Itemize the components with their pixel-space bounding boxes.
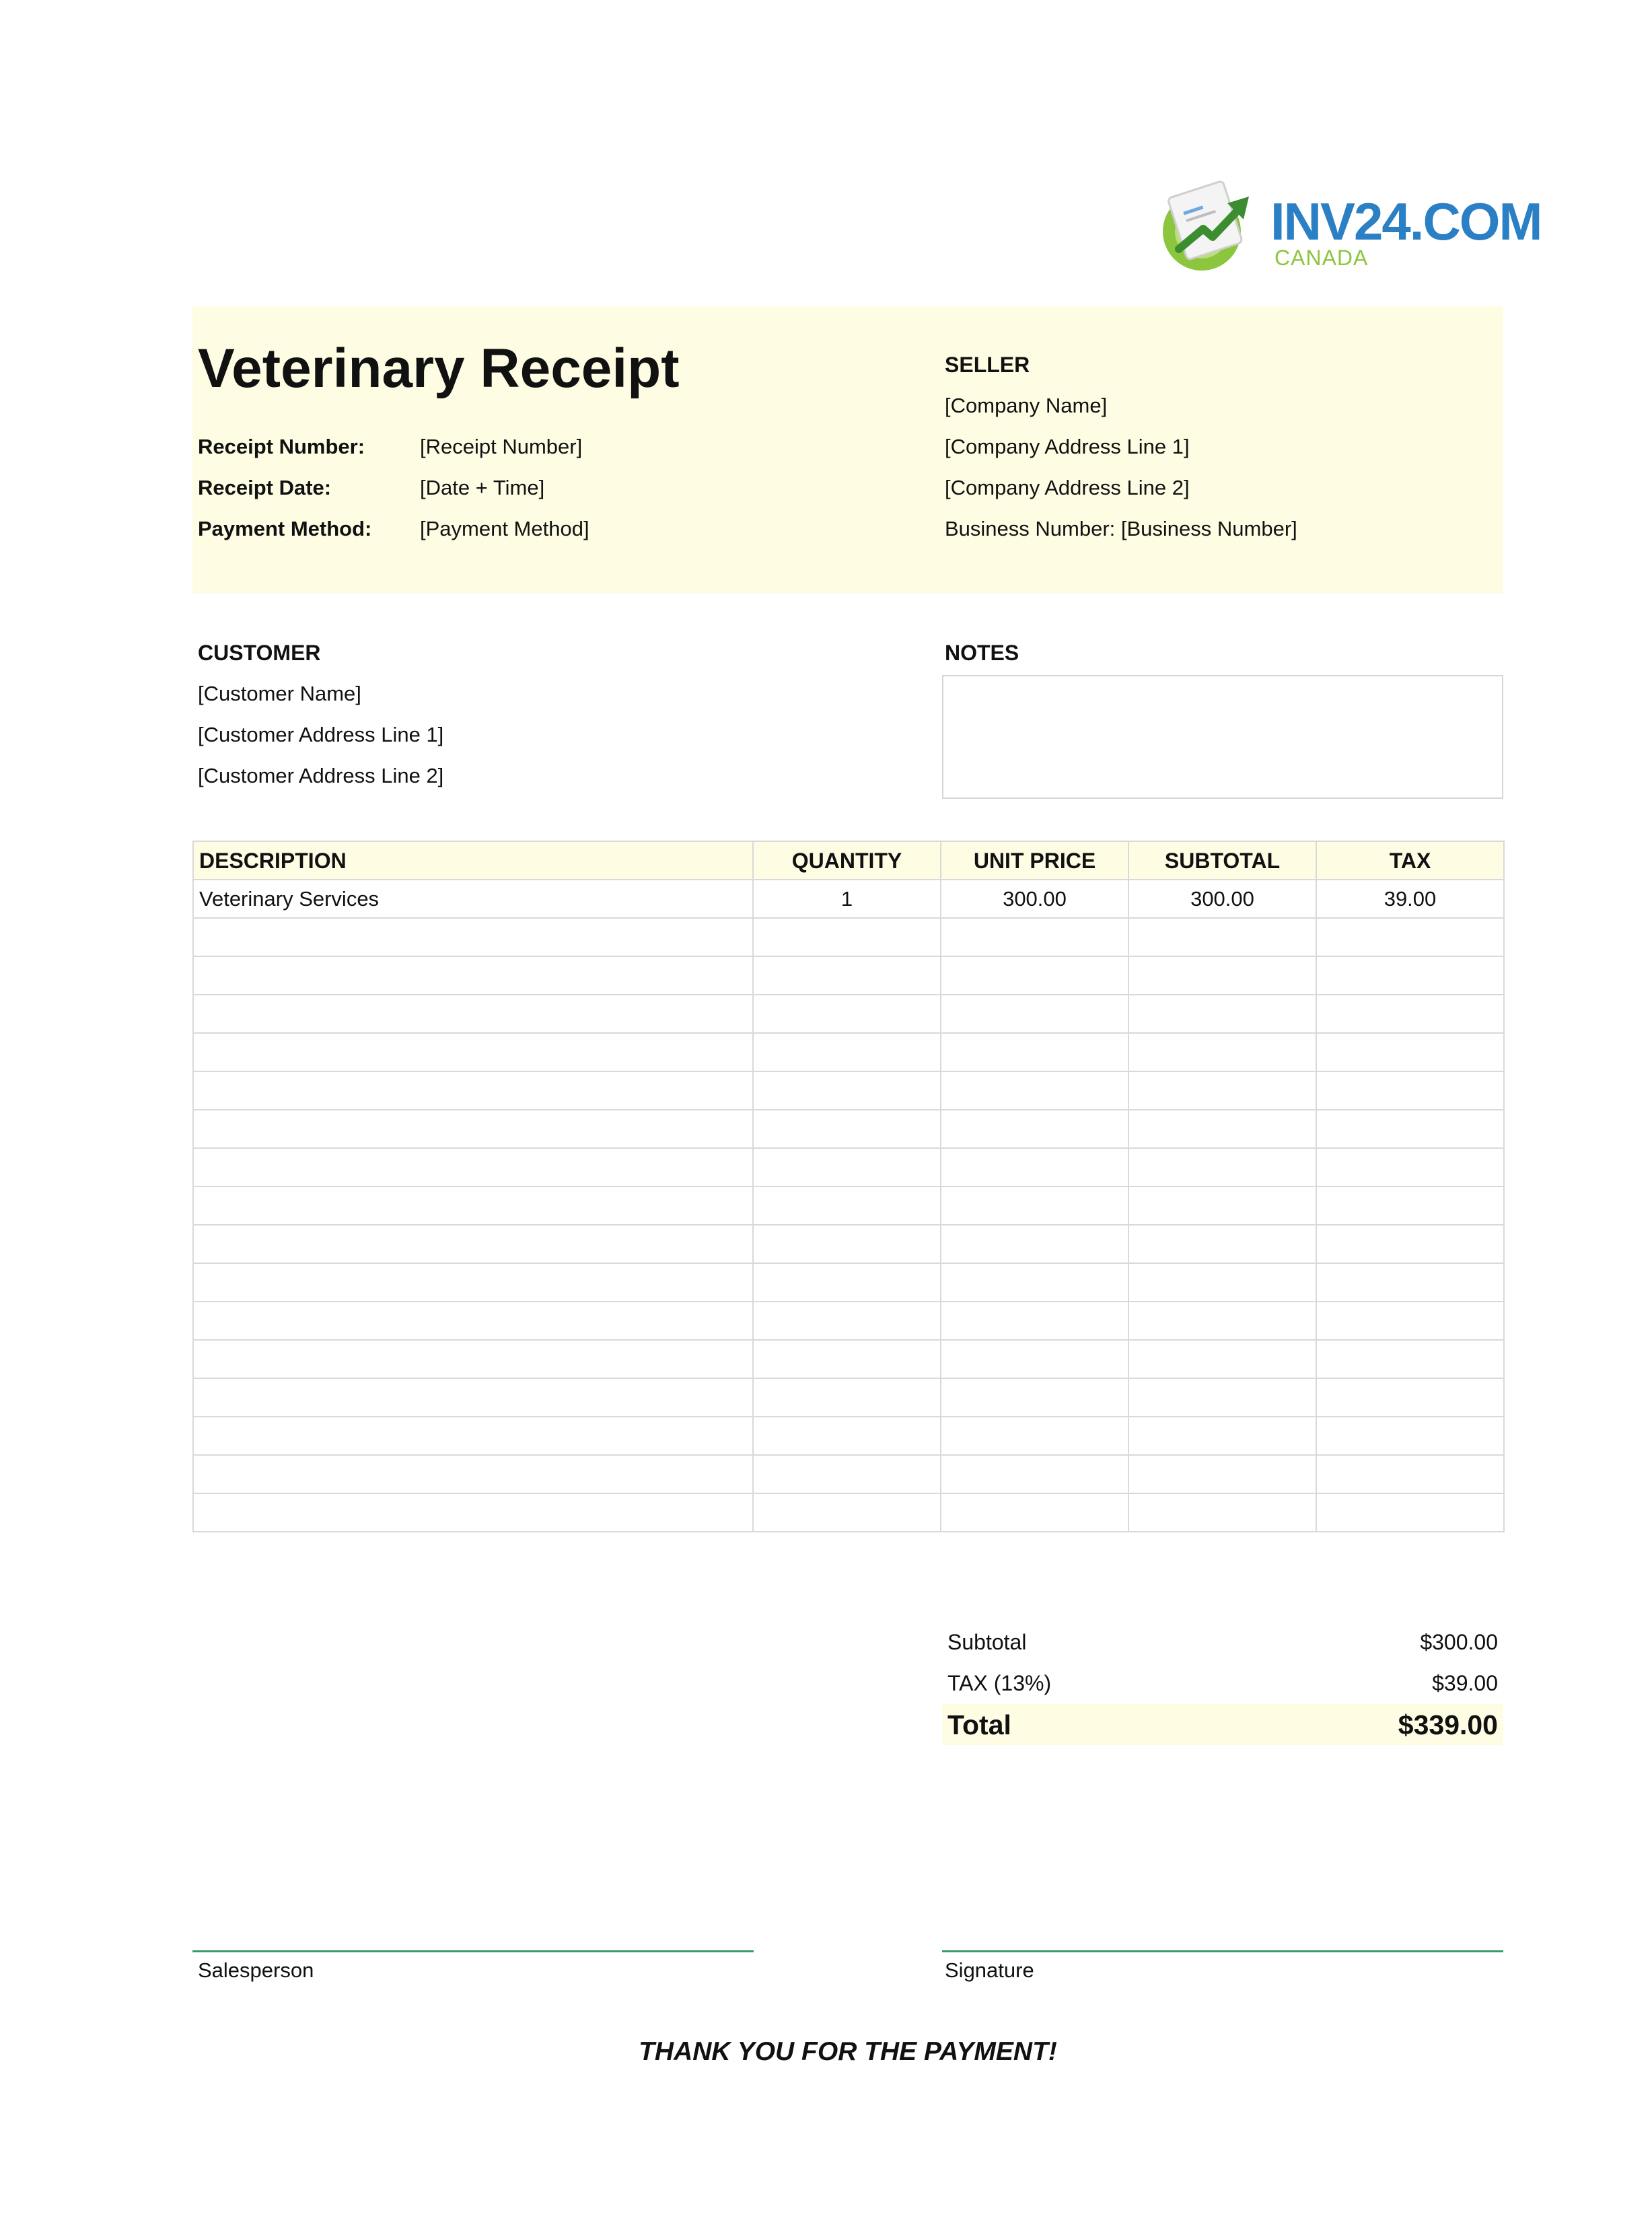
table-row <box>193 1148 1504 1186</box>
customer-signature-line <box>942 1950 1503 1952</box>
tax-row <box>942 1663 1503 1704</box>
cell-unit-price[interactable] <box>941 1378 1128 1417</box>
seller-address-line-1: [Company Address Line 1] <box>945 435 1190 458</box>
cell-unit-price[interactable]: 300.00 <box>941 880 1128 918</box>
col-unit-price: UNIT PRICE <box>941 841 1128 880</box>
cell-tax[interactable] <box>1316 1148 1504 1186</box>
cell-quantity[interactable] <box>753 1493 941 1532</box>
cell-description[interactable] <box>193 1493 753 1532</box>
thank-you-message: THANK YOU FOR THE PAYMENT! <box>639 2037 1057 2066</box>
cell-quantity[interactable] <box>753 1455 941 1493</box>
items-table <box>192 841 1505 1532</box>
table-row <box>193 1302 1504 1340</box>
cell-description[interactable] <box>193 1148 753 1186</box>
cell-description[interactable] <box>193 1417 753 1455</box>
payment-method-label: Payment Method: <box>198 517 372 540</box>
cell-subtotal[interactable] <box>1128 1033 1316 1071</box>
total-row <box>942 1704 1503 1745</box>
cell-quantity[interactable] <box>753 956 941 995</box>
notes-box[interactable] <box>942 675 1503 799</box>
cell-tax[interactable]: 39.00 <box>1316 880 1504 918</box>
customer-address-line-1: [Customer Address Line 1] <box>198 723 444 746</box>
cell-unit-price[interactable] <box>941 1148 1128 1186</box>
cell-tax[interactable] <box>1316 1186 1504 1225</box>
cell-tax[interactable] <box>1316 995 1504 1033</box>
cell-tax[interactable] <box>1316 1340 1504 1378</box>
cell-tax[interactable] <box>1316 1110 1504 1148</box>
cell-subtotal[interactable] <box>1128 1378 1316 1417</box>
cell-quantity[interactable] <box>753 1263 941 1302</box>
cell-quantity[interactable] <box>753 1302 941 1340</box>
cell-quantity[interactable] <box>753 1417 941 1455</box>
cell-quantity[interactable] <box>753 1378 941 1417</box>
cell-quantity[interactable] <box>753 918 941 956</box>
cell-tax[interactable] <box>1316 956 1504 995</box>
cell-description[interactable] <box>193 1263 753 1302</box>
receipt-date-value: [Date + Time] <box>420 476 545 499</box>
document-growth-arrow-icon <box>1156 176 1257 277</box>
cell-tax[interactable] <box>1316 1071 1504 1110</box>
table-row <box>193 1033 1504 1071</box>
cell-description[interactable] <box>193 1033 753 1071</box>
cell-unit-price[interactable] <box>941 1110 1128 1148</box>
customer-address-line-2: [Customer Address Line 2] <box>198 764 444 787</box>
col-quantity: QUANTITY <box>753 841 941 880</box>
table-row <box>193 1263 1504 1302</box>
cell-quantity[interactable] <box>753 1340 941 1378</box>
cell-unit-price[interactable] <box>941 1033 1128 1071</box>
cell-unit-price[interactable] <box>941 1340 1128 1378</box>
table-row <box>193 1493 1504 1532</box>
cell-unit-price[interactable] <box>941 1186 1128 1225</box>
cell-description[interactable] <box>193 1186 753 1225</box>
cell-tax[interactable] <box>1316 1263 1504 1302</box>
cell-unit-price[interactable] <box>941 1455 1128 1493</box>
cell-description[interactable] <box>193 1455 753 1493</box>
cell-unit-price[interactable] <box>941 1071 1128 1110</box>
cell-description[interactable] <box>193 1110 753 1148</box>
cell-tax[interactable] <box>1316 1417 1504 1455</box>
cell-subtotal[interactable] <box>1128 995 1316 1033</box>
total-label: Total <box>947 1709 1011 1740</box>
cell-tax[interactable] <box>1316 1493 1504 1532</box>
tax-label: TAX (13%) <box>947 1671 1052 1695</box>
subtotal-value: $300.00 <box>1420 1630 1498 1654</box>
seller-heading: SELLER <box>945 353 1030 377</box>
cell-description[interactable] <box>193 1071 753 1110</box>
salesperson-label: Salesperson <box>198 1958 314 1982</box>
table-row <box>193 1455 1504 1493</box>
cell-subtotal[interactable] <box>1128 1340 1316 1378</box>
cell-subtotal[interactable] <box>1128 918 1316 956</box>
seller-address-line-2: [Company Address Line 2] <box>945 476 1190 499</box>
cell-unit-price[interactable] <box>941 956 1128 995</box>
cell-description[interactable]: Veterinary Services <box>193 880 753 918</box>
cell-unit-price[interactable] <box>941 1225 1128 1263</box>
customer-heading: CUSTOMER <box>198 641 321 665</box>
cell-unit-price[interactable] <box>941 1417 1128 1455</box>
subtotal-row <box>942 1622 1503 1663</box>
cell-quantity[interactable] <box>753 1225 941 1263</box>
receipt-date-label: Receipt Date: <box>198 476 332 499</box>
cell-subtotal[interactable] <box>1128 956 1316 995</box>
seller-company-name: [Company Name] <box>945 394 1108 417</box>
table-row <box>193 918 1504 956</box>
cell-tax[interactable] <box>1316 1378 1504 1417</box>
cell-unit-price[interactable] <box>941 918 1128 956</box>
brand-region: CANADA <box>1274 246 1369 270</box>
salesperson-signature-line <box>192 1950 754 1952</box>
subtotal-label: Subtotal <box>947 1630 1027 1654</box>
table-row <box>193 1378 1504 1417</box>
table-row <box>193 1417 1504 1455</box>
cell-subtotal[interactable] <box>1128 1302 1316 1340</box>
cell-description[interactable] <box>193 1378 753 1417</box>
cell-description[interactable] <box>193 995 753 1033</box>
table-row <box>193 1225 1504 1263</box>
cell-subtotal[interactable] <box>1128 1186 1316 1225</box>
cell-subtotal[interactable] <box>1128 1225 1316 1263</box>
receipt-number-value: [Receipt Number] <box>420 435 583 458</box>
notes-content <box>943 676 1502 687</box>
col-subtotal: SUBTOTAL <box>1128 841 1316 880</box>
cell-description[interactable] <box>193 1340 753 1378</box>
cell-subtotal[interactable]: 300.00 <box>1128 880 1316 918</box>
cell-unit-price[interactable] <box>941 1302 1128 1340</box>
cell-subtotal[interactable] <box>1128 1263 1316 1302</box>
brand-logo <box>1156 176 1542 277</box>
cell-subtotal[interactable] <box>1128 1493 1316 1532</box>
cell-subtotal[interactable] <box>1128 1148 1316 1186</box>
receipt-number-label: Receipt Number: <box>198 435 365 458</box>
cell-unit-price[interactable] <box>941 1263 1128 1302</box>
customer-name: [Customer Name] <box>198 682 361 705</box>
col-description: DESCRIPTION <box>193 841 753 880</box>
cell-quantity[interactable] <box>753 1033 941 1071</box>
signature-label: Signature <box>945 1958 1034 1982</box>
cell-tax[interactable] <box>1316 918 1504 956</box>
cell-description[interactable] <box>193 1225 753 1263</box>
cell-unit-price[interactable] <box>941 1493 1128 1532</box>
cell-description[interactable] <box>193 1302 753 1340</box>
cell-description[interactable] <box>193 918 753 956</box>
cell-subtotal[interactable] <box>1128 1455 1316 1493</box>
cell-subtotal[interactable] <box>1128 1071 1316 1110</box>
table-row <box>193 1186 1504 1225</box>
cell-quantity[interactable] <box>753 1148 941 1186</box>
cell-quantity[interactable]: 1 <box>753 880 941 918</box>
cell-quantity[interactable] <box>753 1110 941 1148</box>
table-header-row <box>193 841 1504 880</box>
cell-subtotal[interactable] <box>1128 1110 1316 1148</box>
cell-quantity[interactable] <box>753 1186 941 1225</box>
notes-heading: NOTES <box>945 641 1019 665</box>
total-value: $339.00 <box>1398 1709 1498 1740</box>
table-row <box>193 956 1504 995</box>
cell-tax[interactable] <box>1316 1455 1504 1493</box>
table-row <box>193 1340 1504 1378</box>
payment-method-value: [Payment Method] <box>420 517 589 540</box>
cell-tax[interactable] <box>1316 1225 1504 1263</box>
brand-name: INV24.COM <box>1270 192 1542 251</box>
cell-quantity[interactable] <box>753 995 941 1033</box>
cell-tax[interactable] <box>1316 1302 1504 1340</box>
cell-subtotal[interactable] <box>1128 1417 1316 1455</box>
table-row <box>193 1110 1504 1148</box>
cell-unit-price[interactable] <box>941 995 1128 1033</box>
tax-value: $39.00 <box>1432 1671 1498 1695</box>
cell-description[interactable] <box>193 956 753 995</box>
seller-business-number: Business Number: [Business Number] <box>945 517 1297 540</box>
col-tax: TAX <box>1316 841 1504 880</box>
table-row <box>193 995 1504 1033</box>
table-row <box>193 880 1504 918</box>
cell-quantity[interactable] <box>753 1071 941 1110</box>
table-row <box>193 1071 1504 1110</box>
receipt-title: Veterinary Receipt <box>198 338 680 399</box>
cell-tax[interactable] <box>1316 1033 1504 1071</box>
